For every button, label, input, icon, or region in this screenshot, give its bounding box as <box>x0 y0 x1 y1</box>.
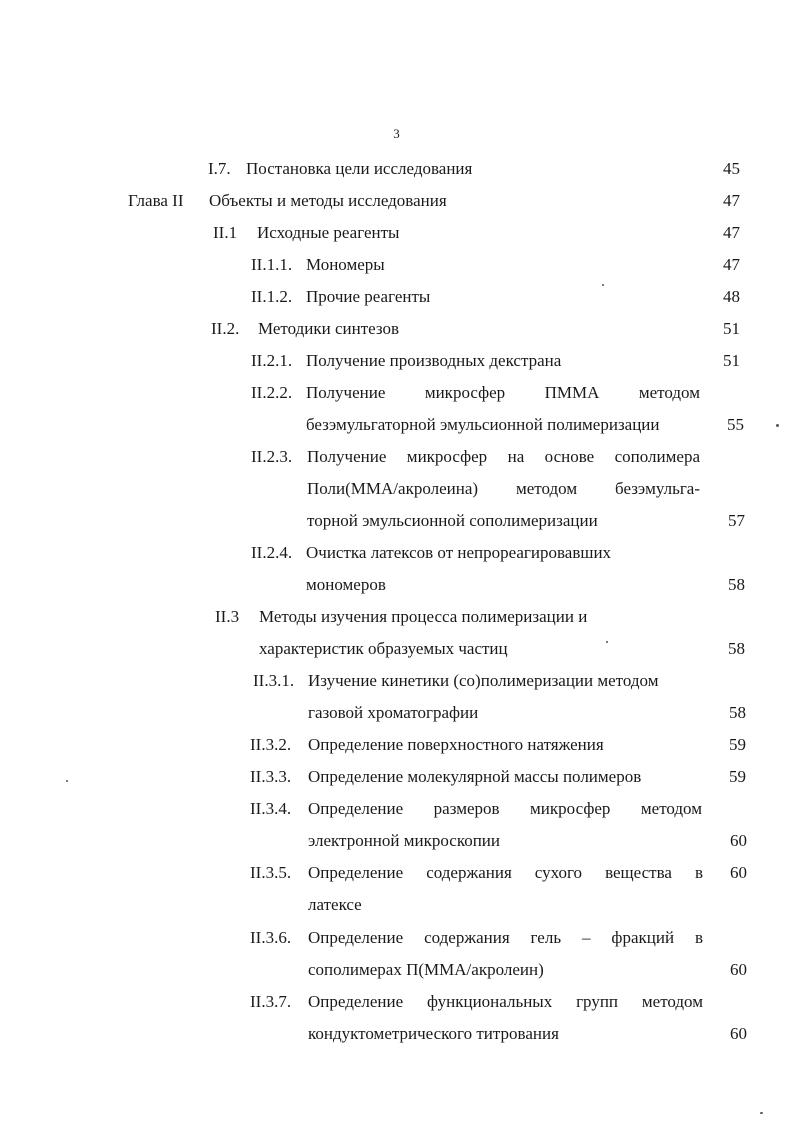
scan-speck <box>606 641 608 643</box>
toc-label: II.2.2. <box>251 383 293 402</box>
toc-entry-title: Определение поверхностного натяжения <box>308 735 604 754</box>
toc-entry-title-continued: мономеров <box>306 575 386 594</box>
scan-speck <box>760 1112 763 1114</box>
toc-entry-title: Объекты и методы исследования <box>209 191 447 210</box>
toc-label: I.7. <box>208 159 231 178</box>
toc-entry-title: Определение содержания сухого вещества в <box>308 863 703 882</box>
toc-entry-title-continued: кондуктометрического титрования <box>308 1024 559 1043</box>
toc-label: II.3.7. <box>250 992 292 1011</box>
toc-page-number: 48 <box>723 287 740 306</box>
toc-entry-title: Определение содержания гель – фракций в <box>308 928 703 947</box>
toc-entry-title-continued: латексе <box>308 895 362 914</box>
scan-speck <box>602 284 604 286</box>
toc-entry-title: Прочие реагенты <box>306 287 431 306</box>
toc-entry-title: Методы изучения процесса полимеризации и <box>259 607 588 626</box>
scan-speck <box>776 424 779 427</box>
toc-page-number: 59 <box>729 735 746 754</box>
toc-page-number: 47 <box>723 223 740 242</box>
toc-entry-title: Получение микросфер ПММА методом <box>306 383 700 402</box>
toc-label: II.2. <box>211 319 240 338</box>
toc-label: II.1.1. <box>251 255 293 274</box>
toc-page-number: 51 <box>723 351 740 370</box>
toc-label: II.3.5. <box>250 863 292 882</box>
toc-page-number: 58 <box>729 703 746 722</box>
toc-entry-title-continued: газовой хроматографии <box>308 703 479 722</box>
toc-page-number: 58 <box>728 575 745 594</box>
toc-entry-title-continued: электронной микроскопии <box>308 831 501 850</box>
toc-label: II.2.4. <box>251 543 293 562</box>
toc-label: II.2.3. <box>251 447 293 466</box>
toc-page-number: 60 <box>730 831 747 850</box>
toc-page-number: 55 <box>727 415 744 434</box>
toc-entry-title-continued: торной эмульсионной сополимеризации <box>307 511 598 530</box>
toc-entry-title: Определение молекулярной массы полимеров <box>308 767 642 786</box>
page-number: 3 <box>393 126 400 141</box>
toc-entry-title: Получение производных декстрана <box>306 351 562 370</box>
toc-entry-title: Получение микросфер на основе сополимера <box>307 447 700 466</box>
toc-chapter-label: Глава II <box>128 191 184 210</box>
toc-page-number: 47 <box>723 191 740 210</box>
toc-label: II.2.1. <box>251 351 293 370</box>
toc-entry-title: Очистка латексов от непрореагировавших <box>306 543 612 562</box>
toc-entry-title-continued: безэмульгаторной эмульсионной полимеризации <box>306 415 660 434</box>
toc-page-number: 59 <box>729 767 746 786</box>
toc-label: II.1.2. <box>251 287 293 306</box>
toc-label: II.3.1. <box>253 671 295 690</box>
toc-entry-title: Исходные реагенты <box>257 223 400 242</box>
toc-entry-title-continued: сополимерах П(ММА/акролеин) <box>308 960 544 979</box>
toc-label: II.3 <box>215 607 240 626</box>
toc-label: II.3.2. <box>250 735 292 754</box>
toc-entry-title-continued: характеристик образуемых частиц <box>259 639 508 658</box>
scan-speck <box>66 780 68 782</box>
toc-page-number: 58 <box>728 639 745 658</box>
toc-label: II.3.6. <box>250 928 292 947</box>
toc-page-number: 51 <box>723 319 740 338</box>
toc-entry-title: Определение функциональных групп методом <box>308 992 703 1011</box>
toc-entry-title: Мономеры <box>306 255 385 274</box>
toc-page-number: 60 <box>730 1024 747 1043</box>
toc-page-number: 45 <box>723 159 740 178</box>
toc-entry-title-continued: Поли(ММА/акролеина) методом безэмульга- <box>307 479 700 498</box>
toc-label: II.3.4. <box>250 799 292 818</box>
toc-page-number: 47 <box>723 255 740 274</box>
toc-entry-title: Изучение кинетики (со)полимеризации методом <box>308 671 659 690</box>
toc-entry-title: Методики синтезов <box>258 319 400 338</box>
toc-label: II.3.3. <box>250 767 292 786</box>
toc-page-number: 57 <box>728 511 745 530</box>
toc-entry-title: Определение размеров микросфер методом <box>308 799 702 818</box>
toc-label: II.1 <box>213 223 238 242</box>
toc-page-number: 60 <box>730 863 747 882</box>
toc-entry-title: Постановка цели исследования <box>246 159 473 178</box>
toc-page-number: 60 <box>730 960 747 979</box>
